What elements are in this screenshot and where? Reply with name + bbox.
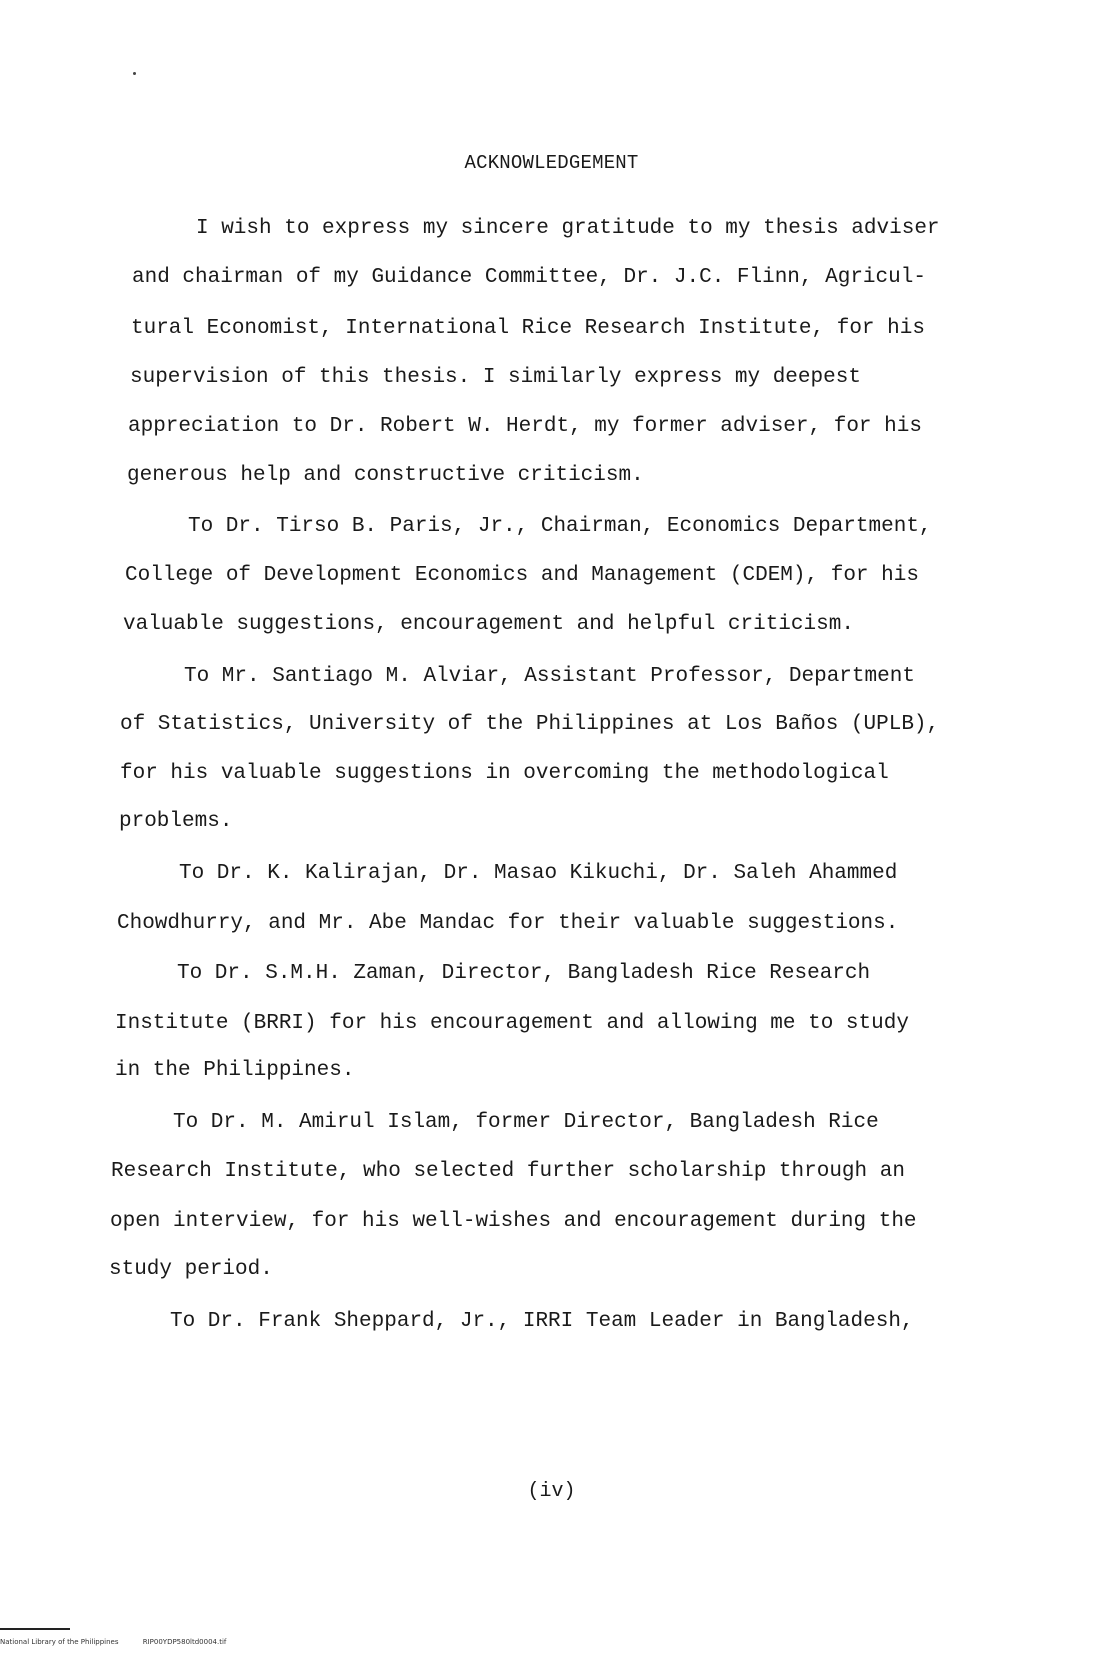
text-line: generous help and constructive criticism.	[127, 464, 644, 487]
page-title: ACKNOWLEDGEMENT	[464, 152, 639, 174]
text-line: To Mr. Santiago M. Alviar, Assistant Professor, Department	[184, 665, 915, 688]
page-number: (iv)	[527, 1480, 576, 1503]
footer-rule	[0, 1628, 70, 1630]
text-line: To Dr. K. Kalirajan, Dr. Masao Kikuchi, Dr. Saleh Ahammed	[179, 862, 898, 885]
text-line: open interview, for his well-wishes and encouragement during the	[110, 1210, 917, 1233]
text-line: problems.	[119, 810, 233, 833]
text-line: supervision of this thesis. I similarly express my deepest	[130, 366, 861, 389]
text-line: To Dr. Frank Sheppard, Jr., IRRI Team Leader in Bangladesh,	[170, 1310, 914, 1333]
text-line: tural Economist, International Rice Research Institute, for his	[131, 317, 925, 340]
text-line: of Statistics, University of the Philippines at Los Baños (UPLB),	[120, 713, 940, 736]
text-line: for his valuable suggestions in overcoming the methodological	[120, 762, 889, 785]
text-line: To Dr. Tirso B. Paris, Jr., Chairman, Economics Department,	[188, 515, 932, 538]
text-line: and chairman of my Guidance Committee, Dr. J.C. Flinn, Agricul-	[132, 266, 926, 289]
footer-library: National Library of the Philippines	[0, 1638, 119, 1646]
text-line: valuable suggestions, encouragement and helpful criticism.	[123, 613, 854, 636]
scan-footer	[0, 1638, 226, 1646]
text-line: College of Development Economics and Management (CDEM), for his	[125, 564, 919, 587]
text-line: in the Philippines.	[115, 1059, 355, 1082]
text-line: Institute (BRRI) for his encouragement and allowing me to study	[115, 1012, 909, 1035]
text-line: Research Institute, who selected further scholarship through an	[111, 1160, 905, 1183]
text-line: To Dr. S.M.H. Zaman, Director, Bangladesh Rice Research	[177, 962, 871, 985]
footer-file: RIP00YDP580ltd0004.tif	[142, 1638, 227, 1646]
text-line: appreciation to Dr. Robert W. Herdt, my former adviser, for his	[128, 415, 922, 438]
text-line: Chowdhurry, and Mr. Abe Mandac for their valuable suggestions.	[117, 912, 899, 935]
text-line: To Dr. M. Amirul Islam, former Director, Bangladesh Rice	[173, 1111, 879, 1134]
text-line: study period.	[109, 1258, 273, 1281]
scan-speck	[133, 72, 136, 75]
text-line: I wish to express my sincere gratitude to my thesis adviser	[196, 217, 940, 240]
